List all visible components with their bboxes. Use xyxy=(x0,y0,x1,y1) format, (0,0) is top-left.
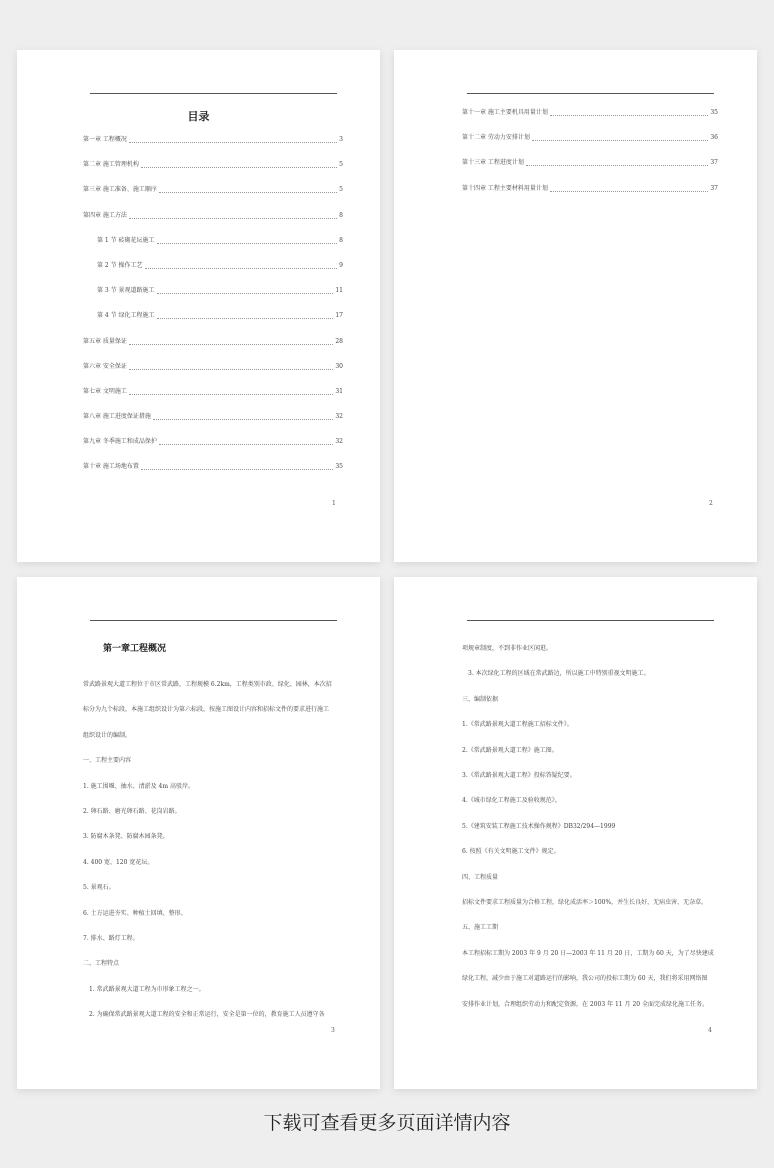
header-rule xyxy=(467,93,714,94)
text-line: 绿化工程，减少由于施工对道路运行的影响，我公司的投标工期为 60 天，我们将采用网络图 xyxy=(462,975,708,983)
page-number: 1 xyxy=(332,500,336,507)
text-line: 组织设计的编制。 xyxy=(83,731,132,739)
text-line: 1.《常武路景观大道工程施工招标文件》。 xyxy=(462,721,573,729)
text-line: 四、工程质量 xyxy=(462,873,499,881)
toc-item: 第二章 施工管理机构 5 xyxy=(83,161,343,169)
text-line: 7. 排水、路灯工程。 xyxy=(83,935,139,943)
text-line: 2.《常武路景观大道工程》施工图。 xyxy=(462,746,558,754)
document-page-1 xyxy=(17,50,380,562)
document-page-2 xyxy=(394,50,757,562)
toc-item: 第十章 施工场地布置 35 xyxy=(83,463,343,471)
toc-item: 第六章 安全保证 30 xyxy=(83,362,343,370)
text-line: 安排作业计划，合理组织劳动力和配定资源，在 2003 年 11 月 20 全面完成绿化施工任务。 xyxy=(462,1000,708,1008)
toc-item: 第七章 文明施工 31 xyxy=(83,387,343,395)
toc-subitem: 第 3 节 景观道路施工 11 xyxy=(97,287,343,295)
download-prompt: 下载可查看更多页面详情内容 xyxy=(263,1112,511,1134)
body-text xyxy=(83,672,345,1028)
text-line: 6. 按照《有关文明施工文件》规定。 xyxy=(462,848,560,856)
toc-list xyxy=(462,109,718,210)
text-line: 4. 400 宽、120 宽花坛。 xyxy=(83,858,154,866)
header-rule xyxy=(467,620,714,621)
toc-item: 第五章 质量保证 28 xyxy=(83,337,343,345)
text-line: 3. 本次绿化工程的区域在常武路边，所以施工中特别重视文明施工。 xyxy=(468,670,650,678)
toc-item: 第三章 施工准备、施工顺序 5 xyxy=(83,186,343,194)
text-line: 2. 卵石路、磨光卵石路、花岗岩路。 xyxy=(83,808,181,816)
text-line: 2. 为确保常武路景观大道工程的安全和正常运行，安全是第一位的，教育施工人员遵守各 xyxy=(89,1011,325,1019)
toc-item: 第四章 施工方法 8 xyxy=(83,211,343,219)
text-line: 一、工程主要内容 xyxy=(83,757,132,765)
page-number: 2 xyxy=(709,500,713,507)
text-line: 5.《建筑安装工程施工技术操作规程》DB32/294—1999 xyxy=(462,822,616,830)
toc-list xyxy=(83,136,343,489)
text-line: 五、施工工期 xyxy=(462,924,499,932)
toc-item: 第十三章 工程进度计划 37 xyxy=(462,159,718,167)
page-number: 4 xyxy=(708,1027,712,1034)
toc-item: 第九章 冬季施工和成品保护 32 xyxy=(83,438,343,446)
toc-item: 第一章 工程概况 3 xyxy=(83,136,343,143)
toc-subitem: 第 4 节 绿化工程施工 17 xyxy=(97,312,343,320)
text-line: 标分为九个标段，本施工组织设计为第六标段，按施工图设计内容和招标文件的要求进行施工 xyxy=(83,706,330,714)
body-text xyxy=(462,636,718,1017)
toc-item: 第十四章 工程主要材料用量计划 37 xyxy=(462,184,718,192)
page-number: 3 xyxy=(331,1027,335,1034)
text-line: 4.《城市绿化工程施工及验收规范》。 xyxy=(462,797,561,805)
text-line: 招标文件要求工程质量为合格工程，绿化成活率＞100%，并生长良好，无病虫害、无杂草。 xyxy=(462,899,708,907)
toc-subitem: 第 1 节 砖砌花坛施工 8 xyxy=(97,236,343,244)
text-line: 1. 常武路景观大道工程为市形象工程之一。 xyxy=(89,985,205,993)
document-page-4 xyxy=(394,577,757,1089)
header-rule xyxy=(90,93,337,94)
toc-title: 目录 xyxy=(187,110,210,123)
chapter-title: 第一章工程概况 xyxy=(103,644,167,654)
text-line: 3. 防腐木条凳、防腐木园条凳。 xyxy=(83,833,169,841)
text-line: 项规章制度，不到非作业区闲逛。 xyxy=(462,645,553,652)
text-line: 本工程招标工期为 2003 年 9 月 20 日—2003 年 11 月 20 日，工期为 60 天，为了尽快建成 xyxy=(462,949,714,957)
document-page-3 xyxy=(17,577,380,1089)
toc-item: 第十一章 施工主要机具用量计划 35 xyxy=(462,109,718,116)
text-line: 三、编制依据 xyxy=(462,695,499,703)
text-line: 3.《常武路景观大道工程》投标答疑纪要。 xyxy=(462,772,576,780)
toc-item: 第十二章 劳动力安排计划 36 xyxy=(462,134,718,142)
toc-item: 第八章 施工进度保证措施 32 xyxy=(83,413,343,421)
text-line: 常武路景观大道工程位于市区常武路，工程规模 6.2km，工程类别市政、绿化、园林，本次招 xyxy=(83,681,332,688)
header-rule xyxy=(90,620,337,621)
text-line: 6. 土方运进夯实、种植土回填、整形。 xyxy=(83,909,187,917)
text-line: 5. 景观石。 xyxy=(83,884,115,892)
text-line: 二、工程特点 xyxy=(83,960,120,968)
text-line: 1. 施工围堰、抽水、清淤及 4m 高驳岸。 xyxy=(83,782,194,790)
toc-subitem: 第 2 节 操作工艺 9 xyxy=(97,261,343,269)
